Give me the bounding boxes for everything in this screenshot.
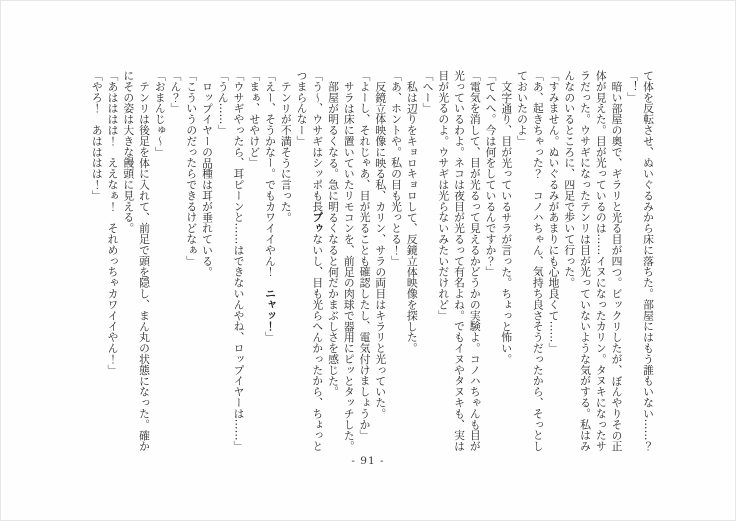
text-line <box>625 70 641 451</box>
text-line <box>294 70 310 451</box>
text-segment: 「電気を消して、目が光るって見えるかどうかの実験よ。コノハちゃんも目が <box>468 70 482 452</box>
text-line <box>278 70 294 451</box>
text-line <box>373 70 389 451</box>
text-segment: サラは床に置いていたリモコンを、前足の肉球で器用にピッとタッチした。 <box>342 80 356 452</box>
page-number: - 91 - <box>351 455 385 467</box>
text-segment: 暗い部屋の奥で、ギラリと光る目が四つ。ビックリしたが、ぼんやりその正 <box>610 80 624 452</box>
text-line <box>562 70 578 451</box>
text-segment: 反鏡立体映像に映る私、カリン、サラの両目はキラリと光っていた。 <box>374 80 388 419</box>
text-line <box>105 70 121 451</box>
text-segment: 「ウサギやったら、耳ピーンと……はできないんやね、ロップイヤーは……」 <box>232 70 246 452</box>
text-line <box>483 70 499 451</box>
text-segment: テンリが不満そうに言った。 <box>279 80 293 223</box>
text-line <box>136 70 152 451</box>
text-segment: にその姿は大きな饅頭に見える。 <box>122 70 136 234</box>
text-segment: ておいたのよ」 <box>516 70 529 147</box>
text-segment: 「う～、ウサギはシッポも長 <box>311 70 325 212</box>
text-segment: 部屋が明るくなる。急に明るくなると何だかまぶしさを感じた。 <box>327 80 340 397</box>
text-line <box>121 70 137 451</box>
text-segment: 「あ、ホントや。私の目も光っとる！」 <box>390 70 403 267</box>
text-segment: んなのいるところに、四足で歩いて行った。 <box>563 70 577 288</box>
text-segment: 「あ、起きちゃった？ コノハちゃん、気持ち良さそうだったから、そっとし <box>531 70 545 452</box>
text-line <box>420 70 436 451</box>
text-segment: 光っているわよ。ネコは夜目が光るって有名よね。でもイヌやタヌキも、実は <box>453 70 466 452</box>
text-line <box>514 70 530 451</box>
text-segment: 「えー、そうかなー。でもカワイイやん！ <box>264 70 277 288</box>
text-segment: 」 <box>264 331 277 343</box>
text-line <box>593 70 609 451</box>
text-line <box>577 70 593 451</box>
emphasis-text: ブゥ <box>311 211 325 234</box>
text-line <box>231 70 247 451</box>
text-segment: ラだった。ウサギになったテンリは目が光っていないような気がする。私はみ <box>579 70 592 452</box>
text-line <box>388 70 404 451</box>
text-segment: 私は辺りをキョロキョロして、反鏡立体映像を探した。 <box>405 80 419 354</box>
text-segment: 「へー」 <box>421 70 435 114</box>
text-line <box>199 70 215 451</box>
text-segment: て体を反転させ、ぬいぐるみから床に落ちた。部屋にはもう誰もいない……？ <box>642 70 655 452</box>
text-segment: 「あはははは！ ええなぁ！ それめっちゃカワイイやん！」 <box>106 70 120 376</box>
text-segment: ロップイヤーの品種は耳が垂れている。 <box>201 80 214 277</box>
text-line <box>357 70 373 451</box>
text-line <box>436 70 452 451</box>
vertical-text-block <box>88 70 656 451</box>
text-segment: つまらんなー」 <box>295 70 309 147</box>
text-segment: 「まぁ、せやけど」 <box>248 70 262 169</box>
text-segment: 目が光るのよ。ウサギは光らないみたいだけれど」 <box>437 70 451 321</box>
text-line <box>262 70 278 451</box>
text-segment: 「こういうのだったらできるけどなぁ」 <box>185 70 199 267</box>
text-line <box>530 70 546 451</box>
text-line <box>215 70 231 451</box>
text-segment: 体が見えた。目が光っているのは……イヌになったカリン。タヌキになったサ <box>594 70 608 452</box>
text-line <box>451 70 467 451</box>
text-line <box>89 70 105 451</box>
text-line <box>404 70 420 451</box>
text-line <box>247 70 263 451</box>
text-line <box>499 70 515 451</box>
text-segment: 「！」 <box>626 70 640 103</box>
text-line <box>609 70 625 451</box>
text-segment: 「てへへ。今は何をしているんですか？」 <box>484 70 498 278</box>
text-segment: 「よーし、それじゃあ、目が光ることも確認したし、電気付けましょうか」 <box>358 70 372 441</box>
text-segment: 「おまんじゅ～」 <box>153 70 167 158</box>
emphasis-text: ニャッ！ <box>264 288 277 332</box>
text-line <box>152 70 168 451</box>
text-segment: 「うん……」 <box>216 70 230 136</box>
text-segment: 文字通り、目が光っているサラが言った。ちょっと怖い。 <box>500 80 514 365</box>
text-line <box>184 70 200 451</box>
text-segment: テンリは後足を体に入れて、前足で頭を隠し、まん丸の状態になった。確か <box>138 80 151 452</box>
text-line <box>310 70 326 451</box>
text-segment: 「ん？」 <box>169 70 183 114</box>
text-line <box>168 70 184 451</box>
text-line <box>325 70 341 451</box>
text-segment: 「やろ！ あはははは！」 <box>90 70 104 201</box>
text-line <box>640 70 656 451</box>
text-line <box>341 70 357 451</box>
text-segment: ないし、目も光らへんかったから、ちょっと <box>311 233 325 452</box>
text-line <box>467 70 483 451</box>
text-segment: 「すみません。ぬいぐるみがあまりにも心地良くて……」 <box>547 70 561 354</box>
text-line <box>546 70 562 451</box>
